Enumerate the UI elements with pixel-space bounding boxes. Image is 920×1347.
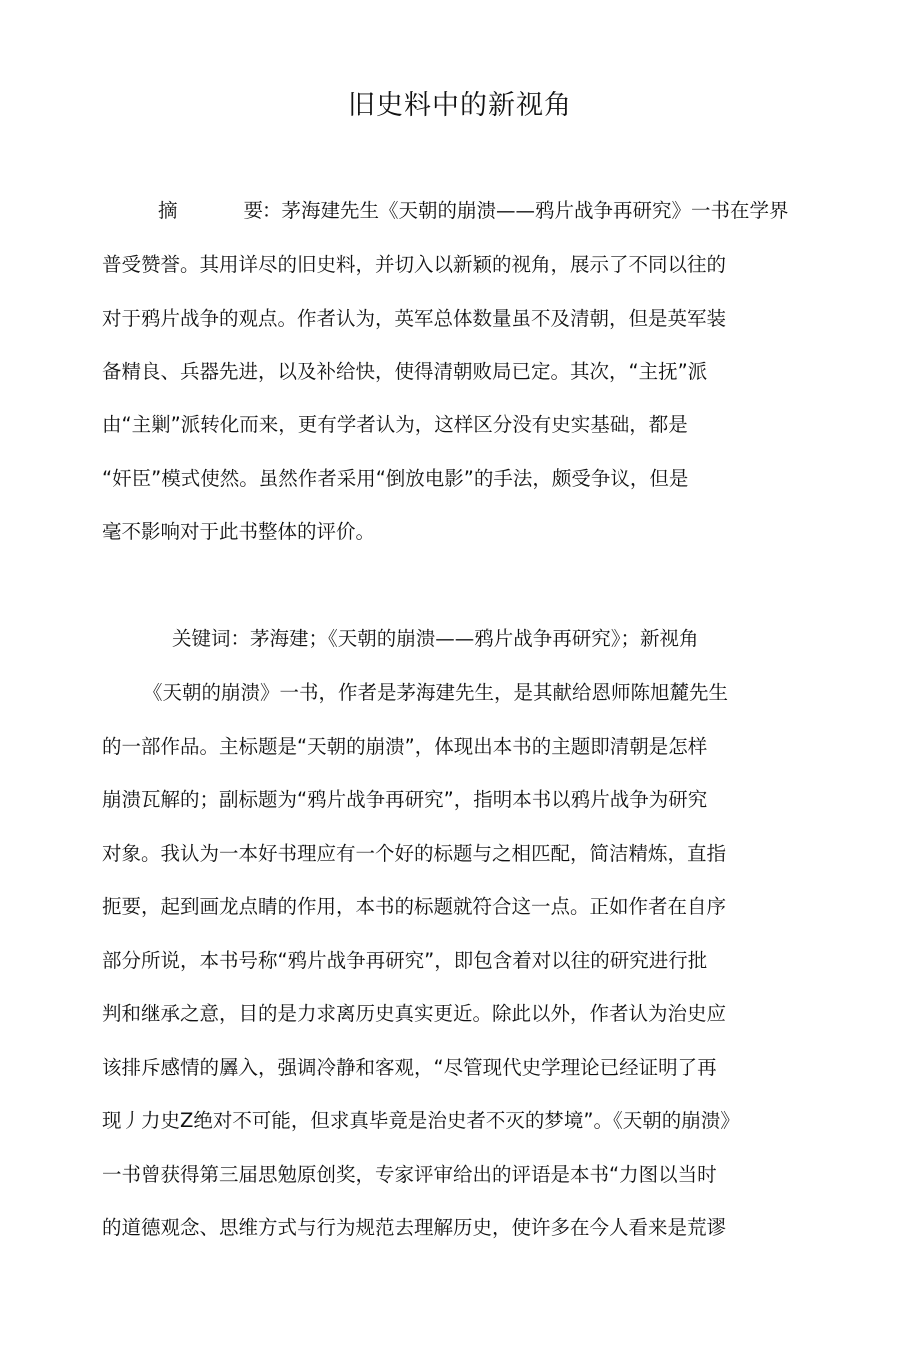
abstract-line-5: 由“主剿”派转化而来，更有学者认为，这样区分没有史实基础，都是	[102, 413, 688, 436]
body-line-9: 现丿力史Z绝对不可能，但求真毕竟是治史者不灭的梦境”。《天朝的崩溃》	[102, 1109, 740, 1132]
body-line-8: 该排斥感情的羼入，强调冷静和客观，“尽管现代史学理论已经证明了再	[102, 1056, 717, 1079]
body-line-4: 对象。我认为一本好书理应有一个好的标题与之相匹配，简洁精炼，直指	[102, 842, 727, 865]
body-line-10: 一书曾获得第三届思勉原创奖，专家评审给出的评语是本书“力图以当时	[102, 1163, 717, 1186]
abstract-label-char-1: 摘	[158, 199, 178, 222]
body-line-5: 扼要，起到画龙点睛的作用，本书的标题就符合这一点。正如作者在自序	[102, 895, 727, 918]
abstract-line-2: 普受赞誉。其用详尽的旧史料，并切入以新颖的视角，展示了不同以往的	[102, 253, 727, 276]
body-line-2: 的一部作品。主标题是“天朝的崩溃”，体现出本书的主题即清朝是怎样	[102, 735, 708, 758]
abstract-label-char-2: 要	[243, 199, 264, 222]
abstract-text: ：茅海建先生《天朝的崩溃——鸦片战争再研究》一书在学界	[262, 199, 789, 222]
abstract-line-7: 毫不影响对于此书整体的评价。	[102, 520, 376, 543]
keywords-line: 关键词：茅海建；《天朝的崩溃——鸦片战争再研究》；新视角	[172, 627, 699, 650]
abstract-line-1	[158, 198, 789, 224]
abstract-line-6: “奸臣”模式使然。虽然作者采用“倒放电影”的手法，颇受争议，但是	[102, 467, 689, 490]
body-line-11: 的道德观念、思维方式与行为规范去理解历史，使许多在今人看来是荒谬	[102, 1216, 727, 1239]
body-line-3: 崩溃瓦解的；副标题为“鸦片战争再研究”，指明本书以鸦片战争为研究	[102, 788, 708, 811]
abstract-line-4: 备精良、兵器先进，以及补给快，使得清朝败局已定。其次，“主抚”派	[102, 360, 708, 383]
abstract-label	[158, 198, 262, 224]
body-line-6: 部分所说，本书号称“鸦片战争再研究”，即包含着对以往的研究进行批	[102, 949, 708, 972]
body-line-1: 《天朝的崩溃》一书，作者是茅海建先生，是其献给恩师陈旭麓先生	[143, 681, 729, 704]
abstract-line-3: 对于鸦片战争的观点。作者认为，英军总体数量虽不及清朝，但是英军装	[102, 307, 727, 330]
body-line-7: 判和继承之意，目的是力求离历史真实更近。除此以外，作者认为治史应	[102, 1002, 727, 1025]
document-title: 旧史料中的新视角	[348, 90, 572, 121]
